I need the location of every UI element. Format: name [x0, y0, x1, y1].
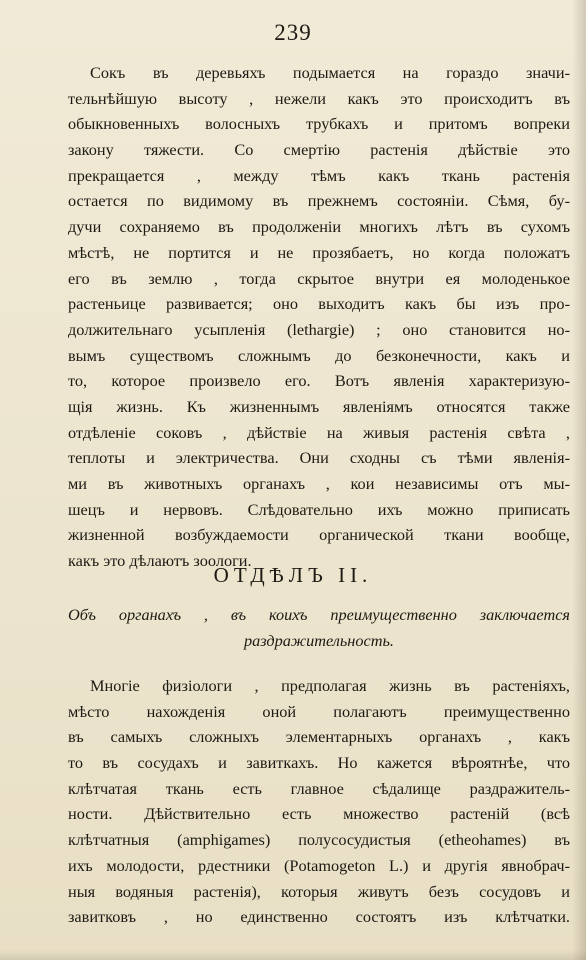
page-bottom-shadow [0, 950, 586, 960]
text-line: клѣтчатныя (amphigames) полусосудистыя (etheohames) въ [68, 830, 570, 850]
text-line: мѣстѣ, не портится и не прозябаетъ, но когда положатъ [68, 242, 570, 262]
text-line: то, которое произвело его. Вотъ явленія характеризую- [68, 371, 570, 391]
text-line: закону тяжести. Со смертію растенія дѣйствіе это [68, 140, 570, 160]
text-line: завитковъ , но единственно состоятъ изъ клѣтчатки. [68, 907, 570, 927]
text-line: дучи сохраняемо въ продолженіи многихъ лѣтъ въ сухомъ [68, 217, 570, 237]
text-line: ности. Дѣйствительно есть множество растеній (всѣ [68, 804, 570, 824]
text-line: остается по видимому въ прежнемъ состояніи. Сѣмя, бу- [68, 191, 570, 211]
page-number: 239 [274, 20, 312, 45]
text-line: жизненной возбуждаемости органической ткани вообще, [68, 525, 570, 545]
text-line: теплоты и электричества. Они сходны съ тѣми явленія- [68, 448, 570, 468]
text-line: тельнѣйшую высоту , нежели какъ это происходитъ въ [68, 88, 570, 108]
section-heading: ОТДѢЛЪ II. [213, 563, 373, 587]
text-line: Многіе физіологи , предполагая жизнь въ растеніяхъ, [90, 676, 570, 695]
text-line: его въ землю , тогда скрытое внутри ея молоденькое [68, 268, 570, 288]
text-line: вымъ существомъ сложнымъ до безконечности, какъ и [68, 345, 570, 365]
text-line: растеньице развивается; оно выходитъ какъ бы изъ про- [68, 294, 570, 314]
text-line: щія жизнь. Къ жизненнымъ явленіямъ относятся также [68, 396, 570, 416]
paragraph-2 [68, 673, 570, 930]
text-line: въ самыхъ сложныхъ элементарныхъ органахъ , какъ [68, 727, 570, 747]
text-line: Сокъ въ деревьяхъ подымается на гораздо значи- [90, 63, 570, 82]
text-line: отдѣленіе соковъ , дѣйствіе на живыя растенія свѣта , [68, 422, 570, 442]
text-line: какъ это дѣлаютъ зоологи. [68, 551, 252, 571]
subheading-line: Объ органахъ , въ коихъ преимущественно заключается [68, 605, 570, 624]
page-edge-shadow [572, 0, 586, 960]
text-line: должительнаго усыпленія (lethargie) ; оно становится но- [68, 319, 570, 339]
text-line: то въ сосудахъ и завиткахъ. Но кажется вѣроятнѣе, что [68, 753, 570, 773]
text-line: прекращается , между тѣмъ какъ ткань растенія [68, 165, 570, 185]
text-line: ихъ молодости, рдестники (Potamogeton L.) и другія явнобрач- [68, 855, 570, 875]
text-line: шецъ и нервовъ. Слѣдовательно ихъ можно приписать [68, 499, 570, 519]
subheading-line: раздражительность. [244, 630, 394, 650]
text-line: ми въ животныхъ органахъ , кои независимы отъ мы- [68, 474, 570, 493]
text-line: мѣсто нахожденія оной полагаютъ преимущественно [68, 701, 570, 721]
text-line: ныя водяныя растенія), которыя живутъ безъ сосудовъ и [68, 881, 570, 901]
section-subheading [68, 602, 570, 653]
text-line: обыкновенныхъ волосныхъ трубкахъ и притомъ вопреки [68, 114, 570, 134]
text-line: клѣтчатая ткань есть главное сѣдалище раздражитель- [68, 778, 570, 798]
paragraph-1 [68, 60, 570, 574]
